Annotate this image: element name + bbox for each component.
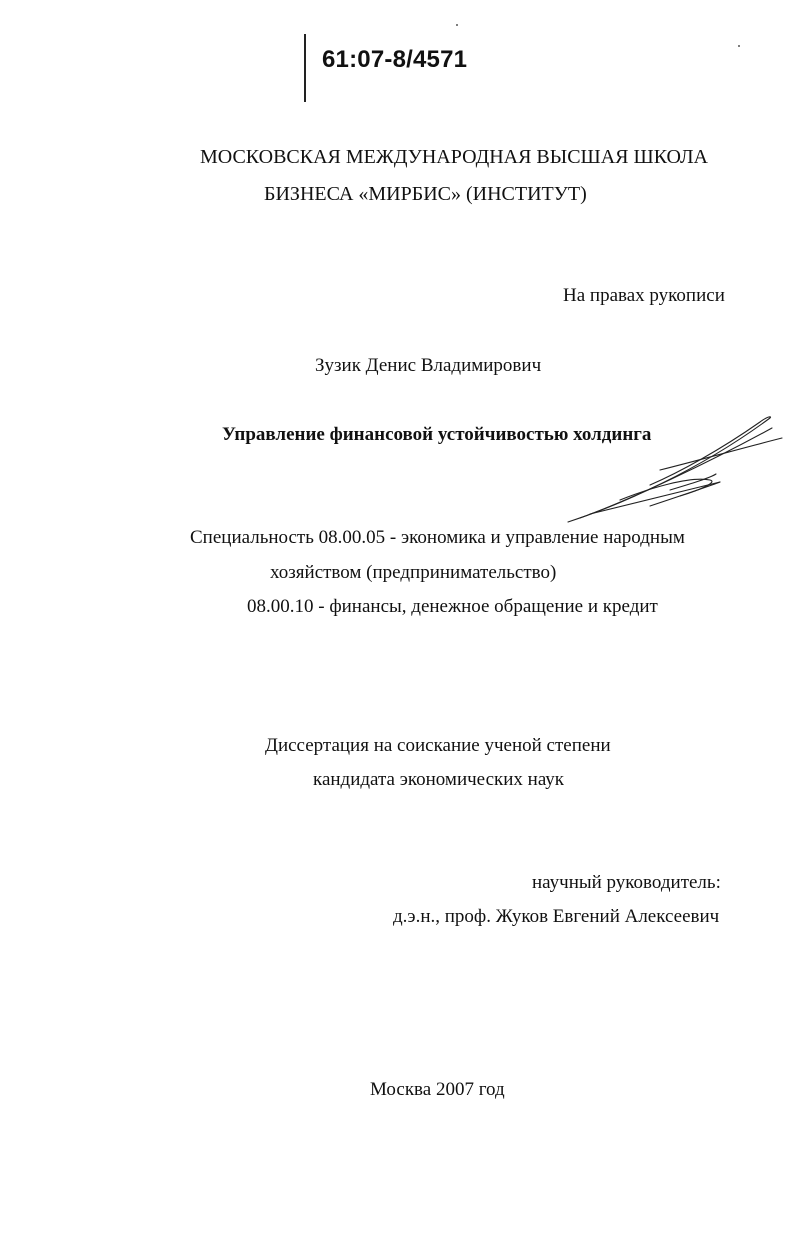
stamp-vertical-line: [304, 34, 306, 102]
rights-note: На правах рукописи: [563, 285, 725, 306]
supervisor-label: научный руководитель:: [532, 872, 721, 893]
archive-stamp-code: 61:07-8/4571: [322, 46, 468, 73]
degree-line-1: Диссертация на соискание ученой степени: [265, 735, 611, 756]
scan-speck: [456, 24, 458, 26]
specialty-line-1: Специальность 08.00.05 - экономика и управление народным: [190, 527, 685, 548]
degree-line-2: кандидата экономических наук: [313, 769, 565, 790]
author-name: Зузик Денис Владимирович: [315, 355, 542, 376]
scan-speck: [738, 45, 740, 47]
dissertation-title: Управление финансовой устойчивостью холдинга: [222, 424, 652, 445]
specialty-line-3: 08.00.10 - финансы, денежное обращение и кредит: [247, 596, 658, 617]
city-year: Москва 2007 год: [370, 1079, 505, 1100]
supervisor-name: д.э.н., проф. Жуков Евгений Алексеевич: [393, 906, 720, 927]
signature-scribble: [560, 410, 790, 530]
institution-line-2: БИЗНЕСА «МИРБИС» (ИНСТИТУТ): [264, 183, 587, 205]
institution-line-1: МОСКОВСКАЯ МЕЖДУНАРОДНАЯ ВЫСШАЯ ШКОЛА: [200, 146, 708, 168]
specialty-line-2: хозяйством (предпринимательство): [270, 562, 557, 583]
